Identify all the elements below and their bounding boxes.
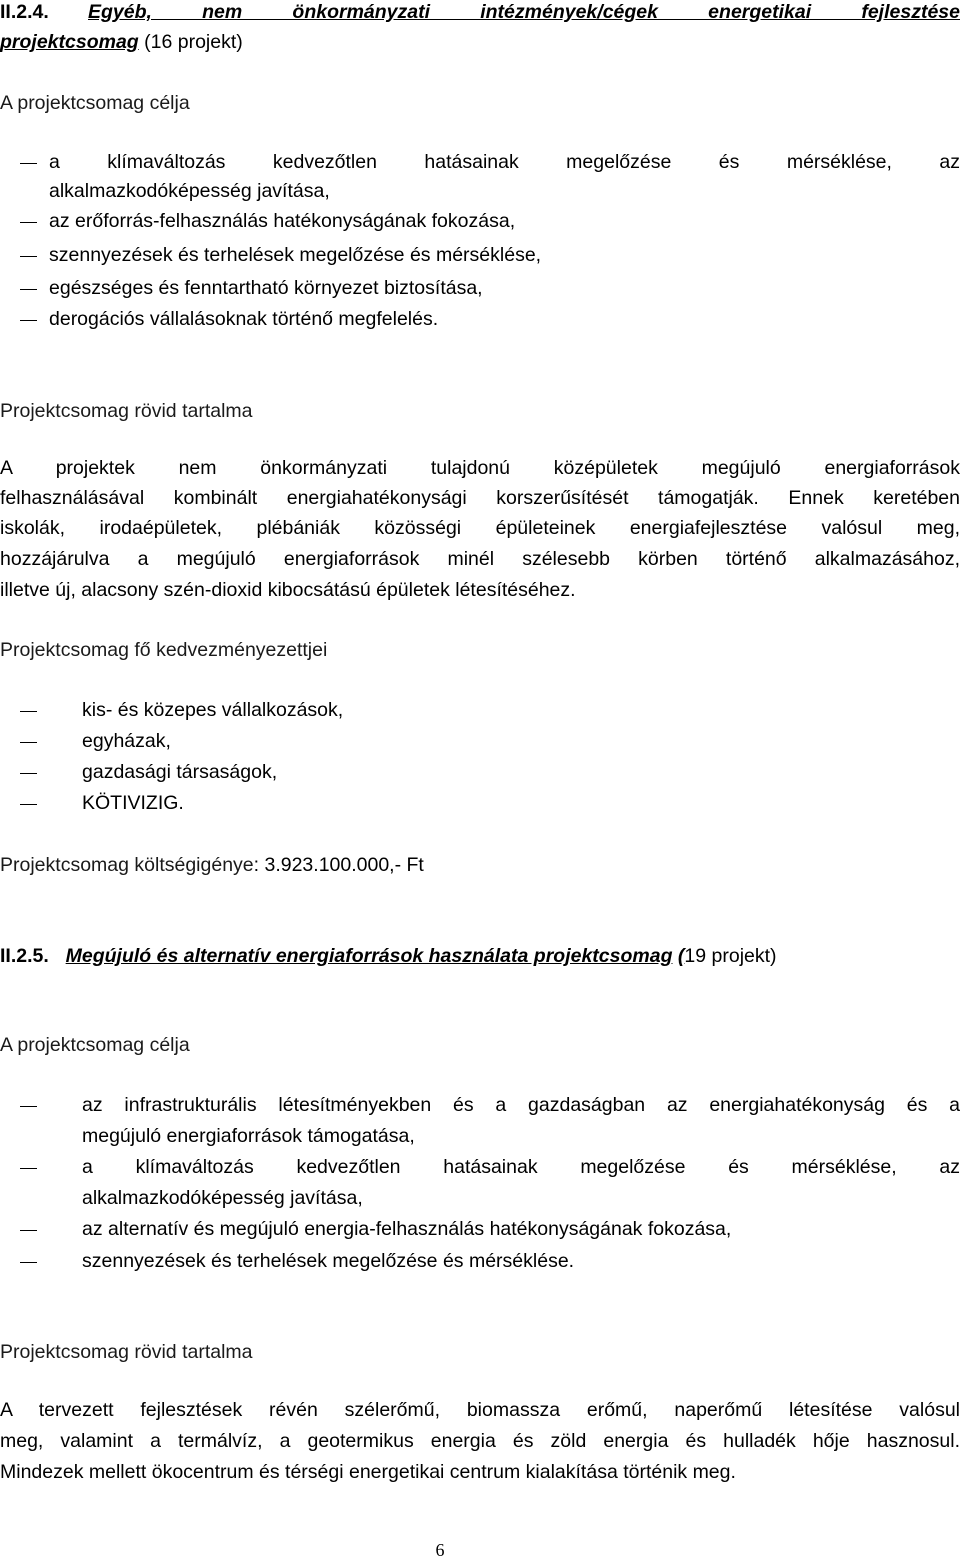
- summary-line: Mindezek mellett ökocentrum és térségi energetikai centrum kialakítása történik meg.: [0, 1461, 736, 1483]
- page-number: 6: [435, 1540, 445, 1560]
- dash-bullet-icon: [20, 320, 37, 321]
- dash-bullet-icon: [20, 804, 37, 805]
- summary-line: felhasználásával kombinált energiahatékonysági korszerűsítését támogatják. Ennek keretében: [0, 487, 960, 509]
- goal-heading: A projektcsomag célja: [0, 92, 190, 114]
- dash-bullet-icon: [20, 1168, 37, 1169]
- goal-item: az erőforrás-felhasználás hatékonyságának fokozása,: [49, 210, 516, 232]
- goal-item: az infrastrukturális létesítményekben és a gazdaságban az energiahatékonyság és a: [82, 1094, 960, 1116]
- project-count: (16 projekt): [144, 31, 243, 53]
- section-heading-2-2-5: [0, 944, 960, 968]
- cost-line: [0, 853, 960, 877]
- dash-bullet-icon: [20, 773, 37, 774]
- section-number: II.2.5.: [0, 945, 49, 967]
- summary-line: iskolák, irodaépületek, plébániák közösségi épületeinek energiafejlesztése valósul meg,: [0, 517, 960, 539]
- summary-line: illetve új, alacsony szén-dioxid kibocsátású épületek létesítéséhez.: [0, 579, 576, 601]
- beneficiary-heading: Projektcsomag fő kedvezményezettjei: [0, 639, 328, 661]
- goal-item: szennyezések és terhelések megelőzése és mérséklése,: [49, 244, 542, 266]
- goal-item: a klímaváltozás kedvezőtlen hatásainak megelőzése és mérséklése, az: [82, 1156, 960, 1178]
- goal-item-cont: megújuló energiaforrások támogatása,: [82, 1125, 415, 1147]
- goal-item: derogációs vállalásoknak történő megfelelés.: [49, 308, 439, 330]
- project-count: 19 projekt): [684, 945, 777, 967]
- dash-bullet-icon: [20, 1262, 37, 1263]
- section-title-line1: [88, 0, 960, 24]
- section-title-line2: [0, 30, 960, 54]
- cost-value: : 3.923.100.000,- Ft: [253, 854, 424, 876]
- beneficiary-item: egyházak,: [82, 730, 171, 752]
- dash-bullet-icon: [20, 163, 37, 164]
- section-title: Egyéb, nem önkormányzati intézmények/cégek energetikai fejlesztése: [88, 1, 960, 23]
- dash-bullet-icon: [20, 1230, 37, 1231]
- section-number: II.2.4.: [0, 1, 49, 23]
- goal-item-cont: alkalmazkodóképesség javítása,: [49, 180, 330, 202]
- dash-bullet-icon: [20, 1106, 37, 1107]
- goal-item: a klímaváltozás kedvezőtlen hatásainak megelőzése és mérséklése, az: [49, 151, 960, 173]
- goal-item-cont: alkalmazkodóképesség javítása,: [82, 1187, 363, 1209]
- goal-heading: A projektcsomag célja: [0, 1034, 190, 1056]
- dash-bullet-icon: [20, 711, 37, 712]
- dash-bullet-icon: [20, 742, 37, 743]
- section-title-cont: projektcsomag: [0, 31, 139, 53]
- section-title-paren: (: [677, 945, 685, 967]
- dash-bullet-icon: [20, 222, 37, 223]
- dash-bullet-icon: [20, 256, 37, 257]
- goal-item: egészséges és fenntartható környezet biztosítása,: [49, 277, 483, 299]
- cost-label: Projektcsomag költségigénye: [0, 854, 254, 876]
- summary-line: meg, valamint a termálvíz, a geotermikus energia és zöld energia és hulladék hője hasznosul.: [0, 1430, 960, 1452]
- beneficiary-item: KÖTIVIZIG.: [82, 792, 184, 814]
- dash-bullet-icon: [20, 289, 37, 290]
- summary-line: hozzájárulva a megújuló energiaforrások minél szélesebb körben történő alkalmazásához,: [0, 548, 960, 570]
- summary-line: A projektek nem önkormányzati tulajdonú középületek megújuló energiaforrások: [0, 457, 960, 479]
- goal-item: szennyezések és terhelések megelőzése és mérséklése.: [82, 1250, 575, 1272]
- summary-heading: Projektcsomag rövid tartalma: [0, 400, 253, 422]
- summary-line: A tervezett fejlesztések révén szélerőmű, biomassza erőmű, naperőmű létesítése valósul: [0, 1399, 960, 1421]
- beneficiary-item: kis- és közepes vállalkozások,: [82, 699, 344, 721]
- summary-heading: Projektcsomag rövid tartalma: [0, 1341, 253, 1363]
- beneficiary-item: gazdasági társaságok,: [82, 761, 278, 783]
- section-title: Megújuló és alternatív energiaforrások használata projektcsomag: [65, 945, 673, 967]
- goal-item: az alternatív és megújuló energia-felhasználás hatékonyságának fokozása,: [82, 1218, 732, 1240]
